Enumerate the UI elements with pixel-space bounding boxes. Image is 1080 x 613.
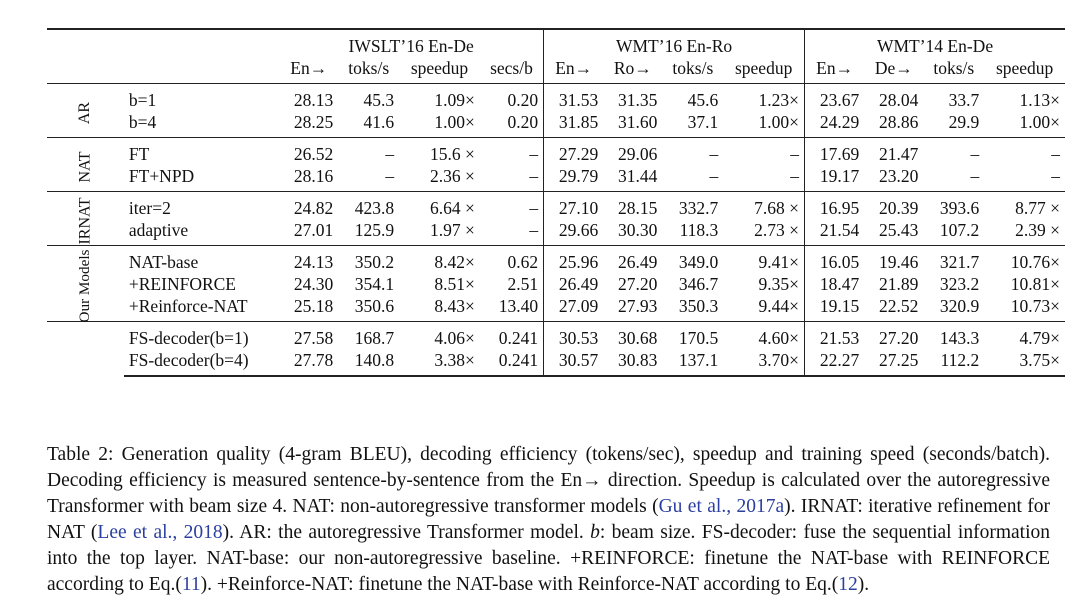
table-cell: 22.52 [878,296,919,316]
table-cell: 17.69 [805,138,865,166]
table-cell: 30.57 [544,349,604,376]
section-label [47,246,124,322]
table-cell: 27.20 [618,274,658,294]
table-cell: 0.241 [480,322,544,350]
table-cell: – [923,138,984,166]
table-cell: 31.85 [558,112,599,132]
column-header: En→ [816,58,854,78]
row-label: +REINFORCE [128,274,236,294]
table-row [47,111,1065,138]
caption-text-3: ). AR: the autoregressive Transformer model. [222,521,591,543]
table-cell: 20.39 [864,192,923,220]
table-cell: 1.97 × [429,220,475,240]
table-row [47,84,1065,112]
table-cell: 28.13 [279,84,338,112]
table-cell: – [662,138,723,166]
table-cell: 143.3 [923,322,984,350]
column-header: speedup [410,58,469,78]
row-label: FT+NPD [128,166,195,186]
row-label: b=4 [128,112,157,132]
table-cell: 27.58 [279,322,338,350]
column-header: En→ [290,58,328,78]
row-label: +Reinforce-NAT [128,296,248,316]
table-cell: 18.47 [819,274,860,294]
table-row [47,246,1065,274]
table-cell: 21.53 [805,322,865,350]
table-cell: 112.2 [923,349,984,376]
table-cell: 4.79× [984,322,1065,350]
table-cell: 0.241 [480,349,544,376]
column-header: speedup [723,57,804,84]
table-cell: 16.95 [805,192,865,220]
table-cell: – [1051,166,1060,186]
section-label-text: AR [76,101,94,124]
caption-text-4: : beam size. FS-decoder: fuse the sequential information into the top layer. NAT-base: our non-autoregressive baseline. +REINFORCE: finetune the NAT-base with REINFORCE according to Eq.( [47,521,1050,595]
table-cell: 332.7 [662,192,723,220]
row-label: NAT-base [124,246,279,274]
table-cell: 107.2 [939,220,980,240]
table-cell: 45.3 [338,84,399,112]
table-cell: 28.15 [603,192,662,220]
table-cell: 170.5 [662,322,723,350]
table-row [47,138,1065,166]
table-cell: 9.35× [723,273,804,295]
caption-text-5: ). +Reinforce-NAT: finetune the NAT-base with Reinforce-NAT according to Eq.( [200,573,839,595]
table-cell: 3.70× [723,349,804,376]
table-cell: 1.23× [723,84,804,112]
table-cell: – [723,165,804,192]
table-cell: 0.62 [480,246,544,274]
table-cell: 31.44 [618,166,658,186]
table-cell: 9.44× [723,295,804,322]
table-cell: 8.77 × [984,192,1065,220]
table-cell: 15.6 × [399,138,480,166]
table-cell: 26.49 [558,274,599,294]
table-cell: 140.8 [338,349,399,376]
table-cell: – [480,138,544,166]
table-cell: 2.36 × [429,166,475,186]
table-cell: 9.41× [723,246,804,274]
table-row [47,192,1065,220]
table-cell: 28.04 [864,84,923,112]
table-cell: 21.54 [819,220,860,240]
table-cell: 168.7 [338,322,399,350]
table-cell: 21.89 [878,274,919,294]
section-label-text: NAT [76,150,94,183]
table-cell: 346.7 [678,274,719,294]
header-row-columns [47,57,1065,84]
table-cell: 6.64 × [399,192,480,220]
section-label [47,84,124,138]
column-header: toks/s [672,58,714,78]
table-cell: 10.73× [1010,296,1060,316]
table-row [47,295,1065,322]
column-header: secs/b [480,57,544,84]
citation-lee-2018[interactable]: Lee et al., 2018 [97,521,223,543]
results-table [47,28,1065,377]
table-cell: 1.00× [434,112,475,132]
table-row [47,165,1065,192]
row-label: b=1 [124,84,279,112]
table-cell: 30.53 [544,322,604,350]
table-cell: 33.7 [923,84,984,112]
table-cell: 30.30 [618,220,658,240]
table-cell: 29.79 [558,166,599,186]
section-label-text: IRNAT [76,196,94,245]
table-row [47,219,1065,246]
table-cell: 393.6 [923,192,984,220]
dataset-header: WMT’16 En-Ro [544,29,805,57]
table-cell: 29.9 [948,112,980,132]
section-label-text: Our Models [76,249,94,322]
table-cell: 41.6 [363,112,395,132]
table-row [47,349,1065,376]
table-cell: 27.78 [279,349,338,376]
table-cell: 23.20 [878,166,919,186]
table-cell: 29.66 [558,220,599,240]
table-cell: 2.51 [480,273,544,295]
row-label: iter=2 [124,192,279,220]
table-cell: 26.52 [279,138,338,166]
table-cell: 8.42× [399,246,480,274]
table-cell: 4.06× [399,322,480,350]
table-cell: 24.82 [279,192,338,220]
table-cell: 27.29 [544,138,604,166]
table-cell: 350.3 [678,296,719,316]
table-cell: 45.6 [662,84,723,112]
table-cell: 8.43× [434,296,475,316]
table-cell: 27.09 [558,296,599,316]
table-cell: 25.18 [293,296,334,316]
table-cell: 10.81× [1010,274,1060,294]
table-cell: – [723,138,804,166]
table-cell: 24.30 [293,274,334,294]
table-cell: 350.2 [338,246,399,274]
table-cell: 24.13 [279,246,338,274]
citation-gu-2017a[interactable]: Gu et al., 2017a [658,495,785,517]
column-header: En→ [555,58,593,78]
dataset-header: IWSLT’16 En-De [279,29,543,57]
table-cell: 19.46 [864,246,923,274]
table-cell: 1.00× [723,111,804,138]
table-cell: – [970,166,980,186]
table-cell: 21.47 [864,138,923,166]
header-row-groups [47,29,1065,57]
section-label [47,322,124,377]
table-cell: 0.20 [480,84,544,112]
table-cell: 10.76× [984,246,1065,274]
row-label: adaptive [128,220,189,240]
table-cell: 28.86 [878,112,919,132]
table-cell: 30.68 [603,322,662,350]
table-cell: 3.38× [399,349,480,376]
table-cell: 27.93 [618,296,658,316]
table-cell: 16.05 [805,246,865,274]
table-cell: 118.3 [679,220,719,240]
column-header: De→ [874,58,913,78]
beam-symbol: b [590,521,600,543]
table-cell: 8.51× [434,274,475,294]
table-cell: 323.2 [939,274,980,294]
table-cell: 354.1 [354,274,395,294]
table-cell: 29.06 [603,138,662,166]
caption-text-1: Table 2: Generation quality (4-gram BLEU), decoding efficiency (tokens/sec), speedup and training speed (seconds/batch). Decoding efficiency is measured sentence-by-sentence from the En→ direction. Speedup is calculated over the autoregressive Transformer with beam size 4. NAT: non-autoregressive transformer models ( [47,443,1050,517]
table-cell: 321.7 [923,246,984,274]
table-cell: 25.43 [878,220,919,240]
section-label [47,138,124,192]
equation-ref-12[interactable]: 12 [838,573,858,595]
table-cell: – [709,166,719,186]
caption-text-2: ). IRNAT: iterative refinement for NAT ( [47,495,1050,543]
table-cell: – [480,192,544,220]
table-cell: 28.16 [293,166,334,186]
table-cell: 2.73 × [723,219,804,246]
table-cell: 1.13× [984,84,1065,112]
table-cell: 19.15 [819,296,860,316]
column-header: speedup [995,58,1054,78]
header-corner [47,29,279,57]
table-cell: 31.53 [544,84,604,112]
row-label: FT [124,138,279,166]
table-cell: 0.20 [480,111,544,138]
table-cell: 26.49 [603,246,662,274]
table-cell: 24.29 [819,112,860,132]
column-header: toks/s [348,58,390,78]
table-cell: 23.67 [805,84,865,112]
column-header: toks/s [933,58,975,78]
table-cell: – [385,166,395,186]
table-cell: 2.39 × [1015,220,1060,240]
table-cell: 30.83 [603,349,662,376]
table-cell: 28.25 [293,112,334,132]
table-cell: 27.01 [293,220,334,240]
row-label: FS-decoder(b=4) [124,349,279,376]
table-cell: 320.9 [939,296,980,316]
table-caption [47,442,1050,598]
table-cell: 19.17 [819,166,860,186]
table-cell: – [480,165,544,192]
table-cell: 37.1 [687,112,719,132]
table-row [47,322,1065,350]
dataset-header: WMT’14 En-De [805,29,1065,57]
row-label: FS-decoder(b=1) [124,322,279,350]
table-cell: 349.0 [662,246,723,274]
table-cell: 125.9 [354,220,395,240]
equation-ref-11[interactable]: 11 [181,573,201,595]
table-cell: 7.68 × [723,192,804,220]
table-cell: 31.60 [618,112,658,132]
table-cell: 4.60× [723,322,804,350]
table-cell: 1.09× [399,84,480,112]
table-cell: 31.35 [603,84,662,112]
table-cell: 3.75× [984,349,1065,376]
table-row [47,273,1065,295]
table-cell: – [338,138,399,166]
table-cell: – [984,138,1065,166]
table-cell: 27.25 [864,349,923,376]
table-cell: 1.00× [1019,112,1060,132]
header-corner [47,57,279,84]
table-cell: 137.1 [662,349,723,376]
table-cell: 350.6 [354,296,395,316]
table-cell: 27.10 [544,192,604,220]
caption-text-6: ). [857,573,870,595]
section-label [47,192,124,246]
table-cell: 27.20 [864,322,923,350]
table-cell: 25.96 [544,246,604,274]
table-cell: 423.8 [338,192,399,220]
column-header: Ro→ [613,58,652,78]
table-cell: 22.27 [805,349,865,376]
table-cell: 13.40 [480,295,544,322]
table-cell: – [480,219,544,246]
